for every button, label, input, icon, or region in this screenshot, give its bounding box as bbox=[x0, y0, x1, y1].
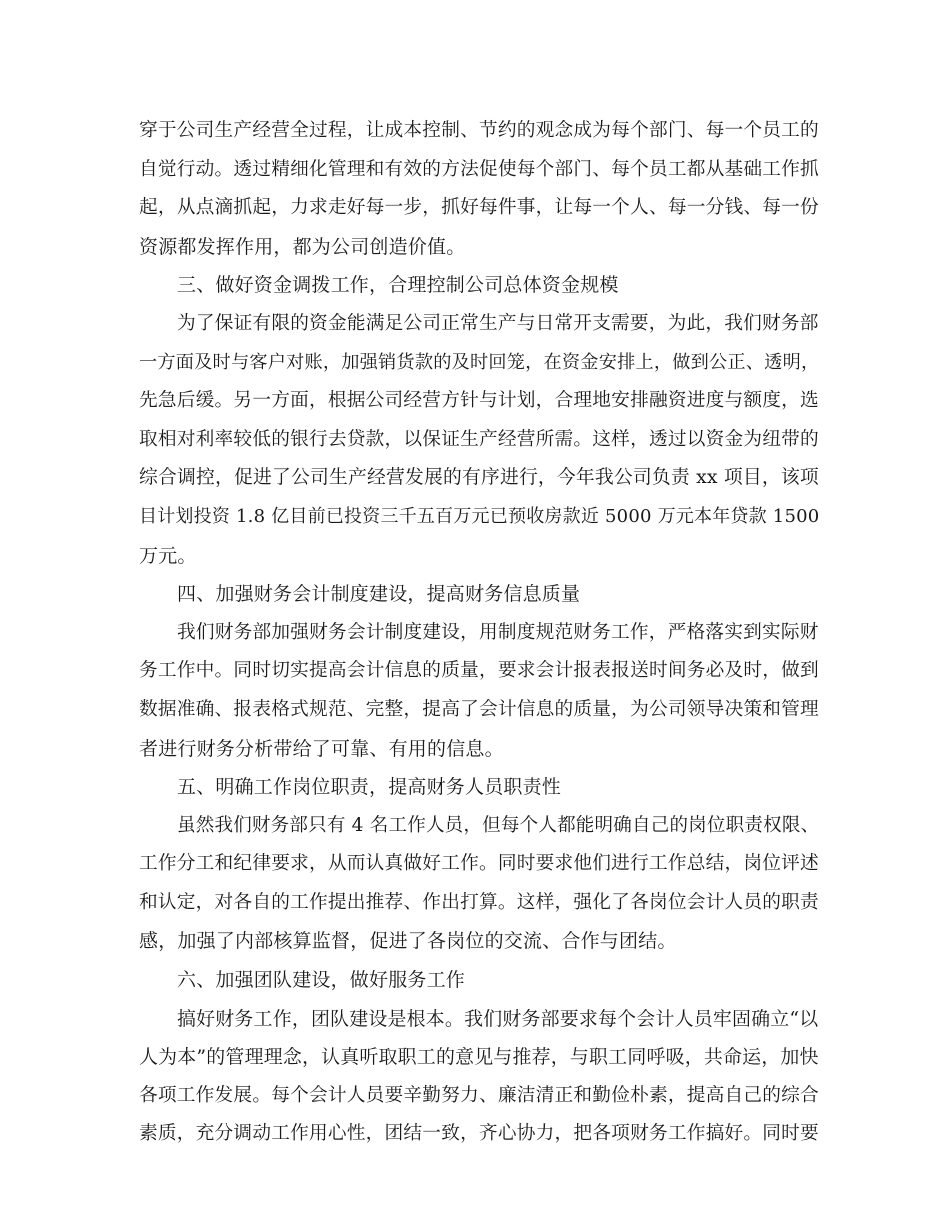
text-line: 数据准确、报表格式规范、完整，提高了会计信息的质量，为公司领导决策和管理 bbox=[139, 698, 819, 720]
text-line: 素质，充分调动工作用心性，团结一致，齐心协力，把各项财务工作搞好。同时要 bbox=[139, 1123, 819, 1145]
paragraph-first-line: 四、加强财务会计制度建设，提高财务信息质量 bbox=[177, 583, 581, 606]
paragraph-first-line: 搞好财务工作，团队建设是根本。我们财务部要求每个会计人员牢固确立“以 bbox=[177, 1007, 819, 1030]
text-line: 务工作中。同时切实提高会计信息的质量，要求会计报表报送时间务必及时，做到 bbox=[139, 660, 819, 682]
text-line: 取相对利率较低的银行去贷款，以保证生产经营所需。这样，透过以资金为纽带的 bbox=[139, 428, 819, 450]
text-line: 工作分工和纪律要求，从而认真做好工作。同时要求他们进行工作总结，岗位评述 bbox=[139, 853, 819, 875]
text-line: 先急后缓。另一方面，根据公司经营方针与计划，合理地安排融资进度与额度，选 bbox=[139, 390, 819, 412]
text-line: 目计划投资 1.8 亿目前已投资三千五百万元已预收房款近 5000 万元本年贷款 1500 bbox=[139, 505, 820, 527]
text-line: 和认定，对各自的工作提出推荐、作出打算。这样，强化了各岗位会计人员的职责 bbox=[139, 891, 819, 913]
text-line: 万元。 bbox=[139, 544, 197, 567]
paragraph-first-line: 为了保证有限的资金能满足公司正常生产与日常开支需要，为此，我们财务部 bbox=[177, 312, 819, 334]
paragraph-first-line: 虽然我们财务部只有 4 名工作人员，但每个人都能明确自己的岗位职责权限、 bbox=[177, 814, 820, 836]
text-line: 感，加强了内部核算监督，促进了各岗位的交流、合作与团结。 bbox=[139, 930, 677, 953]
paragraph-first-line: 五、明确工作岗位职责，提高财务人员职责性 bbox=[177, 776, 562, 799]
text-line: 人为本”的管理理念，认真听取职工的意见与推荐，与职工同呼吸，共命运，加快 bbox=[139, 1046, 819, 1069]
text-line: 综合调控，促进了公司生产经营发展的有序进行，今年我公司负责 xx 项目，该项 bbox=[139, 467, 819, 489]
paragraph-first-line: 六、加强团队建设，做好服务工作 bbox=[177, 969, 466, 992]
paragraph-first-line: 三、做好资金调拨工作，合理控制公司总体资金规模 bbox=[177, 274, 619, 297]
text-line: 起，从点滴抓起，力求走好每一步，抓好每件事，让每一个人、每一分钱、每一份 bbox=[139, 197, 819, 219]
document-body bbox=[139, 112, 819, 1154]
text-line: 穿于公司生产经营全过程，让成本控制、节约的观念成为每个部门、每一个员工的 bbox=[139, 120, 819, 141]
text-line: 者进行财务分析带给了可靠、有用的信息。 bbox=[139, 737, 504, 760]
text-line: 一方面及时与客户对账，加强销货款的及时回笼，在资金安排上，做到公正、透明， bbox=[139, 351, 820, 373]
text-line: 各项工作发展。每个会计人员要辛勤努力、廉洁清正和勤俭朴素，提高自己的综合 bbox=[139, 1084, 819, 1106]
text-line: 自觉行动。透过精细化管理和有效的方法促使每个部门、每个员工都从基础工作抓 bbox=[139, 158, 819, 180]
paragraph-first-line: 我们财务部加强财务会计制度建设，用制度规范财务工作，严格落实到实际财 bbox=[177, 621, 819, 643]
text-line: 资源都发挥作用，都为公司创造价值。 bbox=[139, 235, 466, 258]
